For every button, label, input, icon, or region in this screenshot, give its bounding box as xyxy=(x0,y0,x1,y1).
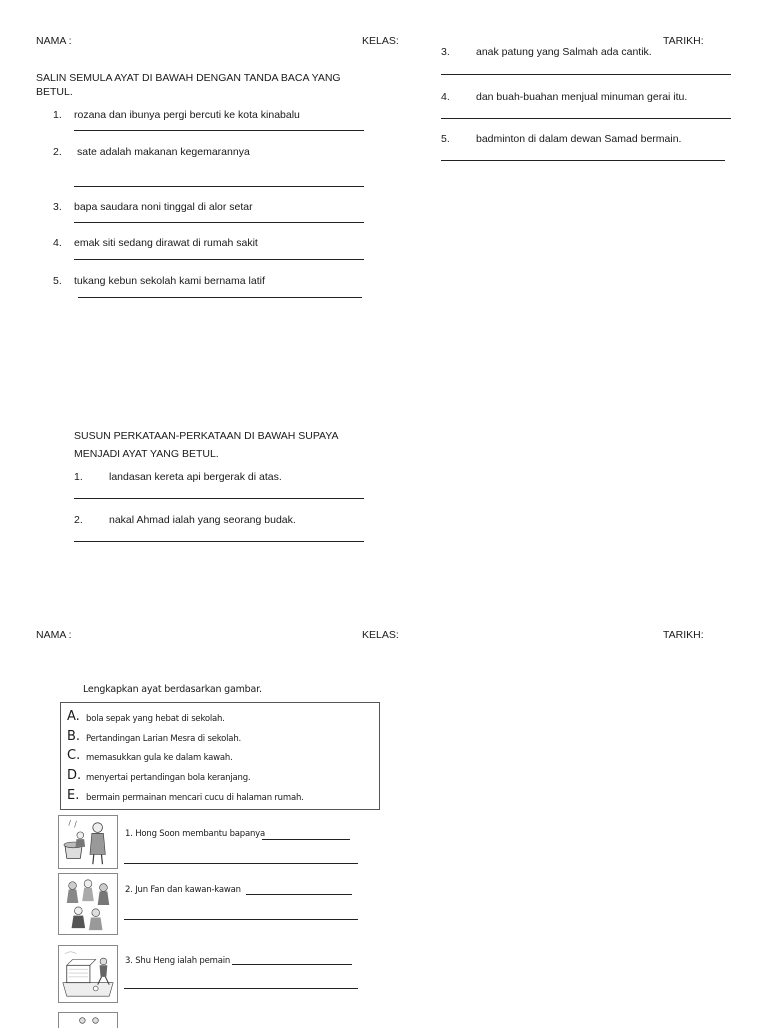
item-number: 2. xyxy=(53,146,62,158)
choice-text: menyertai pertandingan bola keranjang. xyxy=(86,773,251,783)
answer-line[interactable] xyxy=(262,839,350,840)
question-text: 1. Hong Soon membantu bapanya xyxy=(125,829,266,839)
item-number: 3. xyxy=(441,46,450,58)
choice-letter: C. xyxy=(67,748,81,763)
kelas-label: KELAS: xyxy=(362,35,399,47)
item-sentence: tukang kebun sekolah kami bernama latif xyxy=(74,275,265,287)
football-field-picture xyxy=(58,945,118,1003)
item-sentence: bapa saudara noni tinggal di alor setar xyxy=(74,201,253,213)
item-sentence: dan buah-buahan menjual minuman gerai itu. xyxy=(476,91,688,103)
copy-instruction: SALIN SEMULA AYAT DI BAWAH DENGAN TANDA BACA YANG BETUL. xyxy=(36,72,341,98)
answer-line[interactable] xyxy=(74,498,364,499)
item-sentence: nakal Ahmad ialah yang seorang budak. xyxy=(109,514,296,526)
item-sentence: badminton di dalam dewan Samad bermain. xyxy=(476,133,682,145)
cooking-picture xyxy=(58,815,118,869)
item-number: 5. xyxy=(53,275,62,287)
question-text: 3. Shu Heng ialah pemain xyxy=(125,956,231,966)
answer-line[interactable] xyxy=(78,297,362,298)
partial-picture xyxy=(58,1012,118,1028)
answer-line[interactable] xyxy=(246,894,352,895)
item-sentence: anak patung yang Salmah ada cantik. xyxy=(476,46,652,58)
answer-line[interactable] xyxy=(74,541,364,542)
answer-line[interactable] xyxy=(124,988,358,989)
answer-line[interactable] xyxy=(441,74,731,75)
answer-line[interactable] xyxy=(74,222,364,223)
answer-line[interactable] xyxy=(74,259,364,260)
choice-letter: B. xyxy=(67,729,81,744)
answer-line[interactable] xyxy=(232,964,352,965)
answer-line[interactable] xyxy=(124,919,358,920)
answer-line[interactable] xyxy=(74,186,364,187)
item-number: 5. xyxy=(441,133,450,145)
answer-line[interactable] xyxy=(124,863,358,864)
item-sentence: landasan kereta api bergerak di atas. xyxy=(109,471,282,483)
answer-line[interactable] xyxy=(441,118,731,119)
nama-label: NAMA : xyxy=(36,629,72,641)
choice-letter: E. xyxy=(67,788,80,803)
item-number: 4. xyxy=(53,237,62,249)
choice-text: bermain permainan mencari cucu di halaman rumah. xyxy=(86,793,304,803)
tarikh-label: TARIKH: xyxy=(663,35,704,47)
item-number: 1. xyxy=(74,471,83,483)
kelas-label: KELAS: xyxy=(362,629,399,641)
item-sentence: emak siti sedang dirawat di rumah sakit xyxy=(74,237,258,249)
choice-letter: A. xyxy=(67,709,80,724)
item-number: 1. xyxy=(53,109,62,121)
answer-line[interactable] xyxy=(74,130,364,131)
complete-instruction: Lengkapkan ayat berdasarkan gambar. xyxy=(83,684,262,695)
nama-label: NAMA : xyxy=(36,35,72,47)
item-number: 4. xyxy=(441,91,450,103)
choice-text: Pertandingan Larian Mesra di sekolah. xyxy=(86,734,242,744)
item-number: 2. xyxy=(74,514,83,526)
item-sentence: rozana dan ibunya pergi bercuti ke kota kinabalu xyxy=(74,109,300,121)
question-text: 2. Jun Fan dan kawan-kawan xyxy=(125,885,241,895)
choice-letter: D. xyxy=(67,768,82,783)
tarikh-label: TARIKH: xyxy=(663,629,704,641)
choice-text: memasukkan gula ke dalam kawah. xyxy=(86,753,233,763)
playing-children-picture xyxy=(58,873,118,935)
item-sentence: sate adalah makanan kegemarannya xyxy=(77,146,250,158)
answer-line[interactable] xyxy=(441,160,725,161)
item-number: 3. xyxy=(53,201,62,213)
arrange-instruction: SUSUN PERKATAAN-PERKATAAN DI BAWAH SUPAYA MENJADI AYAT YANG BETUL. xyxy=(74,430,338,460)
choice-text: bola sepak yang hebat di sekolah. xyxy=(86,714,225,724)
